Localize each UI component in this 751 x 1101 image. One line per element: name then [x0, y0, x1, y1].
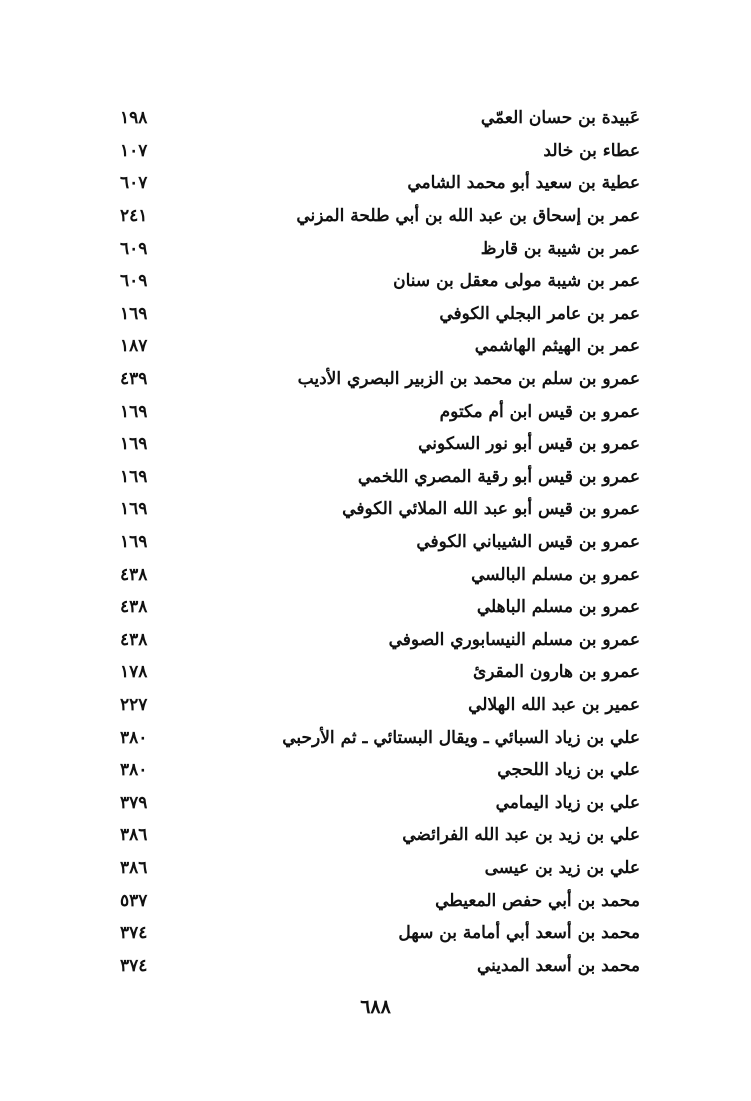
entry-page-number: ٣٧٩: [120, 792, 148, 813]
entry-page-number: ١٦٩: [120, 499, 148, 520]
index-entry: [120, 656, 640, 689]
entry-page-number: ٢٢٧: [120, 694, 148, 715]
entry-name: محمد بن أبي حفص المعيطي: [435, 890, 640, 911]
entry-page-number: ١٧٨: [120, 662, 148, 683]
index-entry: [120, 721, 640, 754]
entry-name: عمرو بن قيس أبو نور السكوني: [418, 434, 640, 455]
entry-page-number: ٤٣٩: [120, 369, 148, 390]
index-entry: [120, 232, 640, 265]
index-entry: [120, 461, 640, 494]
entry-name: محمد بن أسعد أبي أمامة بن سهل: [398, 923, 640, 944]
entry-name: عمر بن شيبة مولى معقل بن سنان: [393, 271, 640, 292]
entry-page-number: ١٠٧: [120, 140, 148, 161]
entry-page-number: ١٦٩: [120, 434, 148, 455]
entry-page-number: ٢٤١: [120, 206, 148, 227]
entry-name: علي بن زياد السبائي ـ ويقال البستائي ـ ثم الأرحبي: [282, 727, 640, 748]
entry-name: عمر بن إسحاق بن عبد الله بن أبي طلحة المزني: [296, 206, 640, 227]
index-entry: [120, 917, 640, 950]
entry-name: عَبيدة بن حسان العمّي: [480, 108, 640, 129]
entry-page-number: ١٦٩: [120, 466, 148, 487]
index-entry: [120, 786, 640, 819]
entry-name: عمر بن الهيثم الهاشمي: [474, 336, 640, 357]
index-entry: [120, 493, 640, 526]
entry-name: عطاء بن خالد: [543, 140, 640, 161]
index-entry: [120, 363, 640, 396]
index-entry: [120, 265, 640, 298]
index-entry: [120, 624, 640, 657]
index-entry: [120, 852, 640, 885]
entry-name: عطية بن سعيد أبو محمد الشامي: [407, 173, 640, 194]
entry-name: عمرو بن مسلم النيسابوري الصوفي: [388, 629, 640, 650]
index-entry: [120, 428, 640, 461]
entry-name: عمر بن عامر البجلي الكوفي: [439, 303, 640, 324]
entry-page-number: ٤٣٨: [120, 564, 148, 585]
index-entry: [120, 884, 640, 917]
entry-name: عمرو بن مسلم الباهلي: [476, 597, 640, 618]
entry-name: عمرو بن مسلم البالسي: [471, 564, 640, 585]
entry-name: علي بن زيد بن عيسى: [484, 857, 640, 878]
entry-page-number: ٣٧٤: [120, 955, 148, 976]
index-entry: [120, 526, 640, 559]
entry-name: علي بن زياد اليمامي: [495, 792, 640, 813]
entry-page-number: ٥٣٧: [120, 890, 148, 911]
index-entry: [120, 298, 640, 331]
entry-page-number: ٣٨٦: [120, 857, 148, 878]
entry-page-number: ١٩٨: [120, 108, 148, 129]
entry-page-number: ٦٠٩: [120, 238, 148, 259]
index-entry: [120, 558, 640, 591]
entry-name: عمرو بن هارون المقرئ: [472, 662, 640, 683]
entry-name: عمير بن عبد الله الهلالي: [468, 694, 640, 715]
entry-page-number: ٦٠٧: [120, 173, 148, 194]
index-entry: [120, 591, 640, 624]
entry-name: عمرو بن قيس أبو عبد الله الملائي الكوفي: [342, 499, 640, 520]
index-entry: [120, 754, 640, 787]
index-entry: [120, 330, 640, 363]
entry-name: علي بن زياد اللحجي: [497, 760, 640, 781]
entry-page-number: ٤٣٨: [120, 597, 148, 618]
index-entry: [120, 135, 640, 168]
index-entry: [120, 819, 640, 852]
entry-page-number: ٣٨٠: [120, 727, 148, 748]
entry-page-number: ٤٣٨: [120, 629, 148, 650]
entry-page-number: ٣٨٦: [120, 825, 148, 846]
index-entry: [120, 949, 640, 982]
entry-page-number: ١٦٩: [120, 401, 148, 422]
entry-page-number: ٦٠٩: [120, 271, 148, 292]
index-list: [120, 102, 640, 982]
entry-name: عمرو بن قيس ابن أم مكتوم: [439, 401, 640, 422]
entry-page-number: ٣٨٠: [120, 760, 148, 781]
index-entry: [120, 167, 640, 200]
entry-name: عمرو بن قيس الشيباني الكوفي: [416, 532, 640, 553]
entry-name: عمرو بن سلم بن محمد بن الزبير البصري الأديب: [297, 369, 640, 390]
index-entry: [120, 689, 640, 722]
index-entry: [120, 200, 640, 233]
entry-page-number: ١٦٩: [120, 532, 148, 553]
entry-page-number: ١٨٧: [120, 336, 148, 357]
entry-name: عمر بن شيبة بن قارظ: [480, 238, 640, 259]
entry-name: عمرو بن قيس أبو رقية المصري اللخمي: [357, 466, 640, 487]
index-entry: [120, 102, 640, 135]
page-number: ٦٨٨: [360, 996, 391, 1018]
entry-page-number: ١٦٩: [120, 303, 148, 324]
entry-name: محمد بن أسعد المديني: [476, 955, 640, 976]
entry-page-number: ٣٧٤: [120, 923, 148, 944]
entry-name: علي بن زيد بن عبد الله الفرائضي: [402, 825, 640, 846]
index-entry: [120, 395, 640, 428]
